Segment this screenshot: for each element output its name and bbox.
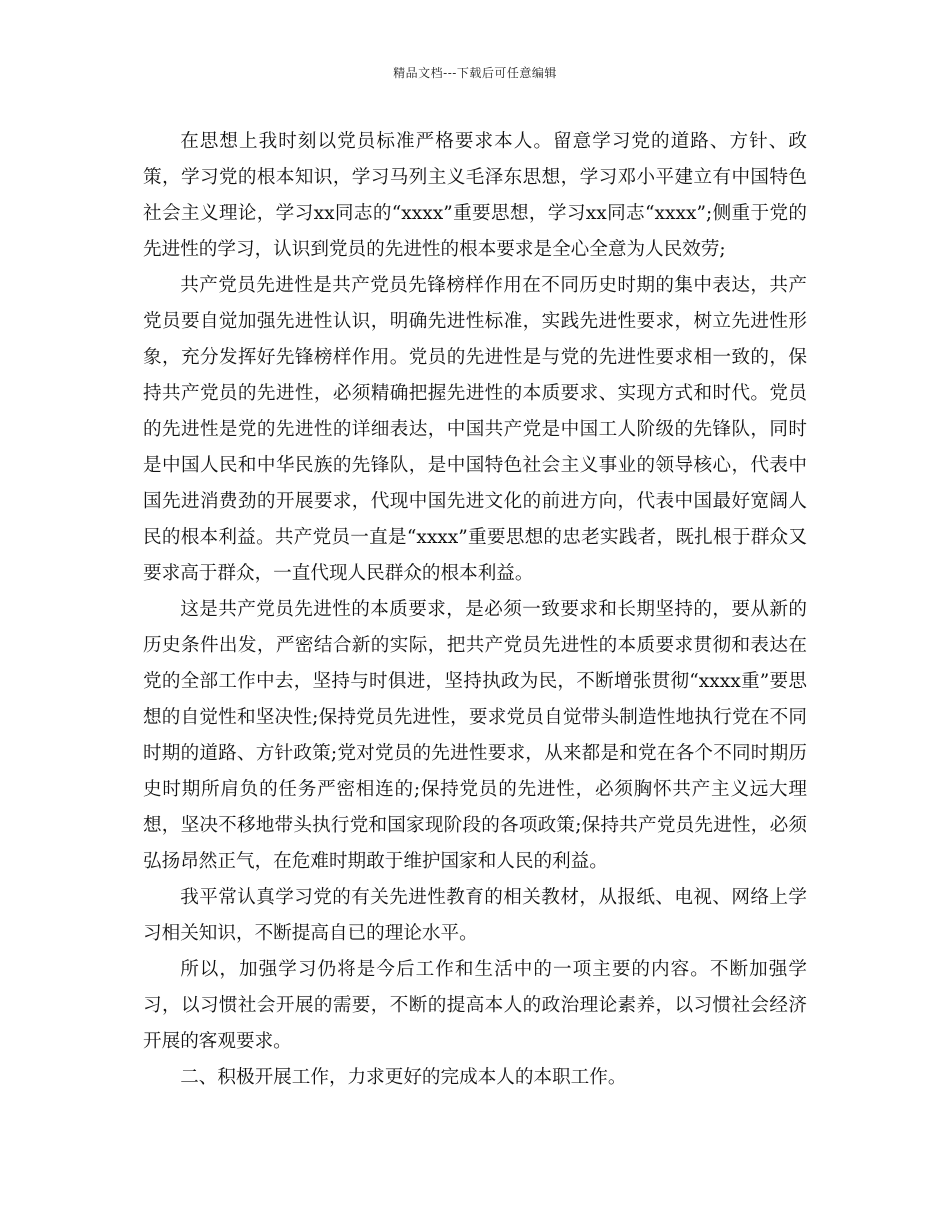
paragraph-5: 所以，加强学习仍将是今后工作和生活中的一项主要的内容。不断加强学习，以习惯社会开展的需要，不断的提高本人的政治理论素养，以习惯社会经济开展的客观要求。 xyxy=(143,959,807,1052)
paragraph-6: 二、积极开展工作，力求更好的完成本人的本职工作。 xyxy=(180,1067,627,1088)
document-body xyxy=(143,124,807,1096)
paragraph-1: 在思想上我时刻以党员标准严格要求本人。留意学习党的道路、方针、政策，学习党的根本知识，学习马列主义毛泽东思想，学习邓小平建立有中国特色社会主义理论，学习xx同志的“xxxx”重要思想，学习xx同志“xxxx”;侧重于党的先进性的学习，认识到党员的先进性的根本要求是全心全意为人民效劳; xyxy=(143,131,807,260)
paragraph-3: 这是共产党员先进性的本质要求，是必须一致要求和长期坚持的，要从新的历史条件出发，严密结合新的实际，把共产党员先进性的本质要求贯彻和表达在党的全部工作中去，坚持与时俱进，坚持执政为民，不断增张贯彻“xxxx重”要思想的自觉性和坚决性;保持党员先进性，要求党员自觉带头制造性地执行党在不同时期的道路、方针政策;党对党员的先进性要求，从来都是和党在各个不同时期历史时期所肩负的任务严密相连的;保持党员的先进性，必须胸怀共产主义远大理想，坚决不移地带头执行党和国家现阶段的各项政策;保持共产党员先进性，必须弘扬昂然正气，在危难时期敢于维护国家和人民的利益。 xyxy=(143,599,807,872)
page-header: 精品文档---下载后可任意编辑 xyxy=(393,66,557,80)
paragraph-4: 我平常认真学习党的有关先进性教育的相关教材，从报纸、电视、网络上学习相关知识，不断提高自已的理论水平。 xyxy=(143,887,807,944)
paragraph-2: 共产党员先进性是共产党员先锋榜样作用在不同历史时期的集中表达，共产党员要自觉加强先进性认识，明确先进性标准，实践先进性要求，树立先进性形象，充分发挥好先锋榜样作用。党员的先进性是与党的先进性要求相一致的，保持共产党员的先进性，必须精确把握先进性的本质要求、实现方式和时代。党员的先进性是党的先进性的详细表达，中国共产党是中国工人阶级的先锋队，同时是中国人民和中华民族的先锋队，是中国特色社会主义事业的领导核心，代表中国先进消费劲的开展要求，代现中国先进文化的前进方向，代表中国最好宽阔人民的根本利益。共产党员一直是“xxxx”重要思想的忠老实践者，既扎根于群众又要求高于群众，一直代现人民群众的根本利益。 xyxy=(143,275,807,584)
